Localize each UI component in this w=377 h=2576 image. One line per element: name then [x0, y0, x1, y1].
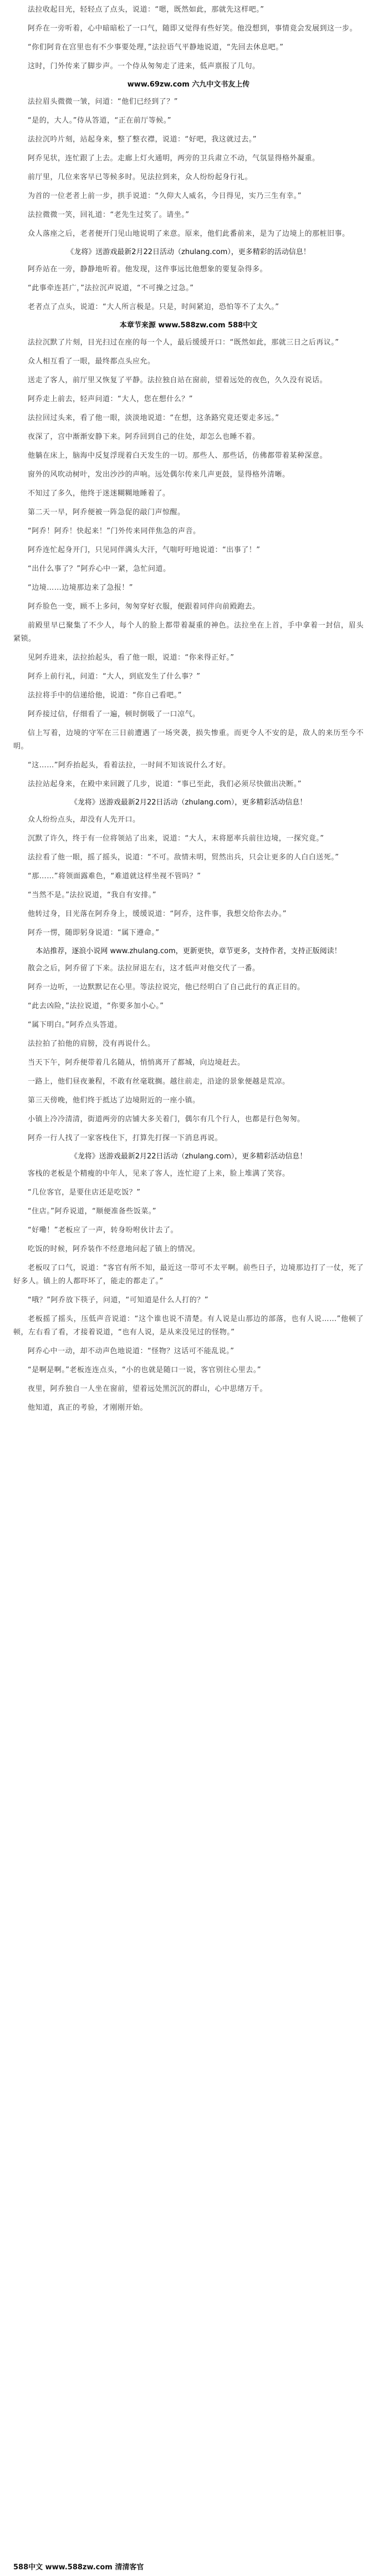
paragraph: 阿乔一愣，随即躬身说道：“属下遵命。” [28, 929, 160, 937]
ad-banner[interactable]: 《龙将》送游戏最新2月22日活动（zhulang.com），更多精彩的活动信息！ [67, 248, 310, 256]
paragraph: 他躺在床上，脑海中反复浮现着白天发生的一切。那些人、那些话，仿佛都带着某种深意。 [28, 452, 328, 460]
paragraph: “是啊是啊。”老板连连点头，“小的也就是随口一说，客官别往心里去。” [28, 1366, 261, 1374]
paragraph: 阿乔连忙起身开门，只见同伴满头大汗，气喘吁吁地说道：“出事了！” [28, 546, 261, 554]
paragraph: “几位客官，是要住店还是吃饭？” [28, 1188, 141, 1197]
paragraph: 阿乔在一旁听着，心中暗暗松了一口气，随即又觉得有些好笑。他没想到，事情竟会发展到这一步。 [28, 24, 358, 33]
footer-site-link[interactable]: 588中文 www.588zw.com 清清客官 [13, 2563, 144, 2572]
paragraph: “出什么事了？”阿乔心中一紧，急忙问道。 [28, 565, 171, 573]
paragraph: 法拉将手中的信递给他，说道：“你自己看吧。” [28, 691, 182, 700]
paragraph: “住店。”阿乔说道，“顺便准备些饭菜。” [28, 1207, 156, 1216]
paragraph: “边境……边境那边来了急报！” [28, 584, 133, 592]
paragraph: “当然不是。”法拉说道，“我自有安排。” [28, 891, 156, 899]
paragraph: 法拉沉吟片刻，站起身来，整了整衣襟，说道：“好吧，我这就过去。” [28, 135, 257, 144]
paragraph: 他知道，真正的考验，才刚刚开始。 [28, 1404, 148, 1412]
paragraph: 老板叹了口气，说道：“客官有所不知，最近这一带可不太平啊。前些日子，边境那边打了一仗，死了好多人。镇上的人都吓坏了，能走的都走了。” [13, 1264, 364, 1286]
paragraph: 法拉沉默了片刻，目光扫过在座的每一个人，最后缓缓开口：“既然如此，那就三日之后再议。” [28, 338, 339, 347]
chapter-body-8 [13, 962, 364, 1145]
paragraph: 法拉眉头微微一皱，问道：“他们已经到了？” [28, 98, 178, 106]
paragraph: 他转过身，目光落在阿乔身上，缓缓说道：“阿乔，这件事，我想交给你去办。” [28, 910, 287, 918]
paragraph: “好嘞！”老板应了一声，转身吩咐伙计去了。 [28, 1226, 178, 1234]
paragraph: “此事牵连甚广，”法拉沉声说道，“不可操之过急。” [28, 284, 194, 292]
chapter-body-4 [13, 336, 364, 425]
chapter-body-10 [13, 1383, 364, 1415]
ad-banner[interactable]: 《龙将》送游戏最新2月22日活动（zhulang.com），更多精彩活动信息！ [70, 798, 307, 807]
paragraph: 吃饭的时候，阿乔装作不经意地问起了镇上的情况。 [28, 1245, 200, 1253]
paragraph: 阿乔上前行礼，问道：“大人，到底发生了什么事？” [28, 672, 201, 681]
paragraph: 前厅里，几位来客早已等候多时。见法拉到来，众人纷纷起身行礼。 [28, 173, 253, 181]
chapter-body-6 [13, 600, 364, 791]
paragraph: 法拉回过头来，看了他一眼，淡淡地说道：“在想，这条路究竟还要走多远。” [28, 414, 279, 422]
paragraph: 夜里，阿乔独自一人坐在窗前，望着远处黑沉沉的群山，心中思绪万千。 [28, 1385, 268, 1393]
paragraph: “是的，大人。”侍从答道，“正在前厅等候。” [28, 117, 171, 125]
paragraph: 沉默了许久，终于有一位将领站了出来，说道：“大人，末将愿率兵前往边境，一探究竟。” [28, 834, 324, 843]
paragraph: 散会之后，阿乔留了下来。法拉屏退左右，这才低声对他交代了一番。 [28, 964, 260, 973]
paragraph: 夜深了，宫中渐渐安静下来。阿乔回到自己的住处，却怎么也睡不着。 [28, 433, 260, 441]
paragraph: 见阿乔进来，法拉抬起头，看了他一眼，说道：“你来得正好。” [28, 654, 235, 662]
paragraph: 阿乔接过信，仔细看了一遍，顿时倒吸了一口凉气。 [28, 710, 200, 718]
site-watermark[interactable]: www.69zw.com 六九中文书友上传 [127, 80, 250, 89]
paragraph: 阿乔一边听，一边默默记在心里。等法拉说完，他已经明白了自己此行的真正目的。 [28, 983, 305, 991]
paragraph: 阿乔站在一旁，静静地听着。他发现，这件事远比他想象的要复杂得多。 [28, 265, 268, 274]
paragraph: 第三天傍晚，他们终于抵达了边境附近的一座小镇。 [28, 1096, 200, 1105]
paragraph: 一路上，他们昼夜兼程，不敢有丝毫耽搁。越往前走，沿途的景象便越是荒凉。 [28, 1077, 290, 1086]
paragraph: “属下明白。”阿乔点头答道。 [28, 1021, 122, 1029]
paragraph: 众人相互看了一眼，最终都点头应允。 [28, 357, 155, 366]
paragraph: 阿乔心中一动，却不动声色地说道：“怪物？这话可不能乱说。” [28, 1347, 235, 1355]
paragraph: 小镇上冷冷清清，街道两旁的店铺大多关着门，偶尔有几个行人，也都是行色匆匆。 [28, 1115, 305, 1123]
paragraph: 众人纷纷点头，却没有人先开口。 [28, 816, 140, 824]
paragraph: 窗外的风吹动树叶，发出沙沙的声响。远处偶尔传来几声更鼓，显得格外清晰。 [28, 470, 290, 479]
paragraph: 众人落座之后，老者便开门见山地说明了来意。原来，他们此番前来，是为了边境上的那桩旧事。 [28, 230, 350, 238]
paragraph: 阿乔见状，连忙跟了上去。走廊上灯火通明，两旁的卫兵肃立不动，气氛显得格外凝重。 [28, 154, 320, 163]
paragraph: 老者点了点头，说道：“大人所言极是。只是，时间紧迫，恐怕等不了太久。” [28, 303, 279, 311]
paragraph: 法拉收起目光，轻轻点了点头，说道：“嗯，既然如此，那就先这样吧。” [28, 6, 264, 14]
paragraph: 法拉看了他一眼，摇了摇头，说道：“不可。敌情未明，贸然出兵，只会让更多的人白白送死。” [28, 853, 339, 862]
paragraph: 当天下午，阿乔便带着几名随从，悄悄离开了都城，向边境赶去。 [28, 1059, 245, 1067]
paragraph: 阿乔一行人找了一家客栈住下，打算先打探一下消息再说。 [28, 1134, 223, 1142]
paragraph: 信上写着，边境的守军在三日前遭遇了一场突袭，损失惨重。而更令人不安的是，敌人的来历至今不明。 [13, 729, 364, 751]
paragraph: 老板摇了摇头，压低声音说道：“这个谁也说不清楚。有人说是山那边的部落，也有人说……”他顿了顿，左右看了看，才接着说道，“也有人说，是从来没见过的怪物。” [13, 1315, 364, 1337]
paragraph: 阿乔脸色一变，顾不上多问，匆匆穿好衣服，便跟着同伴向前殿跑去。 [28, 603, 260, 611]
paragraph: “那……”将领面露难色，“难道就这样坐视不管吗？” [28, 872, 201, 880]
paragraph: 阿乔走上前去，轻声问道：“大人，您在想什么？” [28, 395, 193, 403]
chapter-body-2 [13, 95, 364, 241]
paragraph: 不知过了多久，他终于迷迷糊糊地睡着了。 [28, 489, 170, 498]
paragraph: “阿乔！阿乔！快起来！”门外传来同伴焦急的声音。 [28, 527, 201, 535]
paragraph: “此去凶险，”法拉说道，“你要多加小心。” [28, 1002, 164, 1010]
paragraph: 这时，门外传来了脚步声。一个侍从匆匆走了进来，低声禀报了几句。 [28, 62, 260, 70]
chapter-body-1 [13, 3, 364, 73]
paragraph: 前殿里早已聚集了不少人，每个人的脸上都带着凝重的神色。法拉坐在上首，手中拿着一封信，眉头紧锁。 [13, 621, 364, 643]
site-source-line[interactable]: 本章节来源 www.588zw.com 588中文 [119, 321, 258, 330]
chapter-body-3 [13, 263, 364, 314]
paragraph: 法拉站起身来，在殿中来回踱了几步，说道：“事已至此，我们必须尽快做出决断。” [28, 780, 302, 788]
paragraph: “这……”阿乔抬起头，看着法拉，一时间不知该说什么才好。 [28, 761, 231, 770]
paragraph: 法拉微微一笑，回礼道：“老先生过奖了。请坐。” [28, 211, 190, 219]
promo-notice[interactable]: 本站推荐，逐浪小说网 www.zhulang.com，更新更快，章节更多，支持作者，支持正版阅读！ [35, 947, 342, 955]
chapter-body-5 [13, 431, 364, 595]
paragraph: 第二天一早，阿乔便被一阵急促的敲门声惊醒。 [28, 508, 185, 517]
paragraph: 客栈的老板是个精瘦的中年人，见来了客人，连忙迎了上来，脸上堆满了笑容。 [28, 1170, 290, 1178]
paragraph: 法拉拍了拍他的肩膀，没有再说什么。 [28, 1040, 155, 1048]
chapter-body-7 [13, 813, 364, 940]
paragraph: 送走了客人，前厅里又恢复了平静。法拉独自站在窗前，望着远处的夜色，久久没有说话。 [28, 376, 328, 384]
paragraph: “你们阿肯在宫里也有不少事要处理，”法拉语气平静地说道，“先回去休息吧。” [28, 43, 284, 52]
paragraph: “哦？”阿乔放下筷子，问道，“可知道是什么人打的？” [28, 1296, 208, 1304]
chapter-body-9 [13, 1167, 364, 1377]
paragraph: 为首的一位老者上前一步，拱手说道：“久仰大人威名，今日得见，实乃三生有幸。” [28, 192, 302, 200]
ad-banner[interactable]: 《龙将》送游戏最新2月22日活动（zhulang.com），更多精彩活动信息！ [70, 1152, 307, 1161]
